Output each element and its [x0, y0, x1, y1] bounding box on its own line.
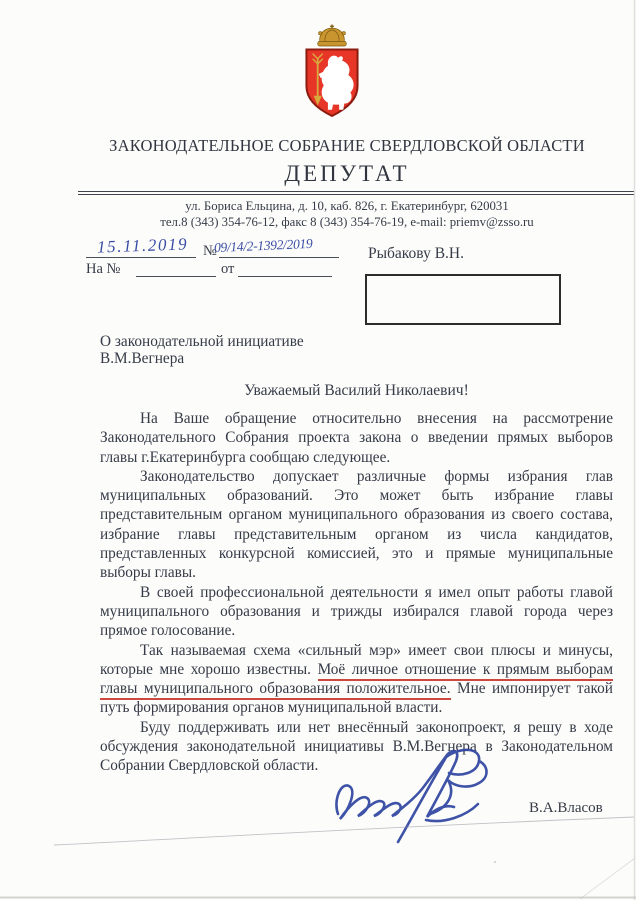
letter-body	[100, 409, 613, 776]
salutation: Уважаемый Василий Николаевич!	[244, 382, 469, 399]
subject-line-1: О законодательной инициативе	[100, 333, 304, 350]
number-underline	[219, 257, 339, 258]
redaction-box	[365, 274, 561, 325]
signer-name: В.А.Власов	[529, 800, 603, 816]
organization-name: ЗАКОНОДАТЕЛЬНОЕ СОБРАНИЕ СВЕРДЛОВСКОЙ ОБЛАСТИ	[109, 136, 585, 155]
number-sign-label: №	[203, 243, 217, 259]
paragraph-4	[100, 641, 613, 718]
paragraph-4-start: Так называемая схема «сильный мэр» имеет свои плюсы и минусы, которые мне хорошо известны.	[100, 641, 613, 678]
sverdlovsk-coat-of-arms-icon	[296, 24, 368, 120]
red-underlined-sentence: Моё личное отношение к прямым выборам главы муниципального образования положительное.	[100, 661, 613, 700]
letterhead-divider	[78, 191, 634, 195]
paragraph-3: В своей профессиональной деятельности я имел опыт работы главой муниципального образования и трижды избирался главой города через прямое голосование.	[100, 583, 613, 640]
handwritten-signature-icon	[328, 742, 516, 846]
paragraph-4-end: Мне импонирует такой путь формирования органов муниципальной власти.	[100, 680, 613, 717]
paragraph-5: Буду поддерживать или нет внесённый законопроект, я решу в ходе обсуждения законодательной инициативы В.М.Вегнера в Законодательном Собрании Свердловской области.	[100, 718, 613, 775]
letterhead-contacts: тел.8 (343) 354-76-12, факс 8 (343) 354-76-19, e-mail: priemv@zsso.ru	[160, 215, 534, 229]
handwritten-date: 15.11.2019	[96, 234, 189, 257]
addressee-name: Рыбакову В.Н.	[368, 245, 464, 262]
handwritten-number: 09/14/2-1392/2019	[213, 235, 313, 256]
subject-line-2: В.М.Вегнера	[100, 350, 185, 367]
paragraph-1: На Ваше обращение относительно внесения на рассмотрение Законодательного Собрания проекта закона о введении прямых выборов главы г.Екатеринбурга сообщаю следующее.	[100, 410, 613, 466]
na-no-label: На №	[86, 261, 121, 277]
ot-label: от	[221, 261, 235, 277]
deputy-title: ДЕПУТАТ	[284, 161, 410, 186]
ot-underline	[238, 276, 332, 277]
na-no-underline	[136, 276, 216, 277]
letterhead-address: ул. Бориса Ельцина, д. 10, каб. 826, г. Екатеринбург, 620031	[185, 199, 509, 213]
paragraph-2: Законодательство допускает различные формы избрания глав муниципальных образований. Это может быть избрание главы представительным органом муниципального образования из своего состава, избрание главы представительным органом из числа кандидатов, представленных конкурсной комиссией, это и прямые муниципальные выборы главы.	[100, 467, 613, 582]
